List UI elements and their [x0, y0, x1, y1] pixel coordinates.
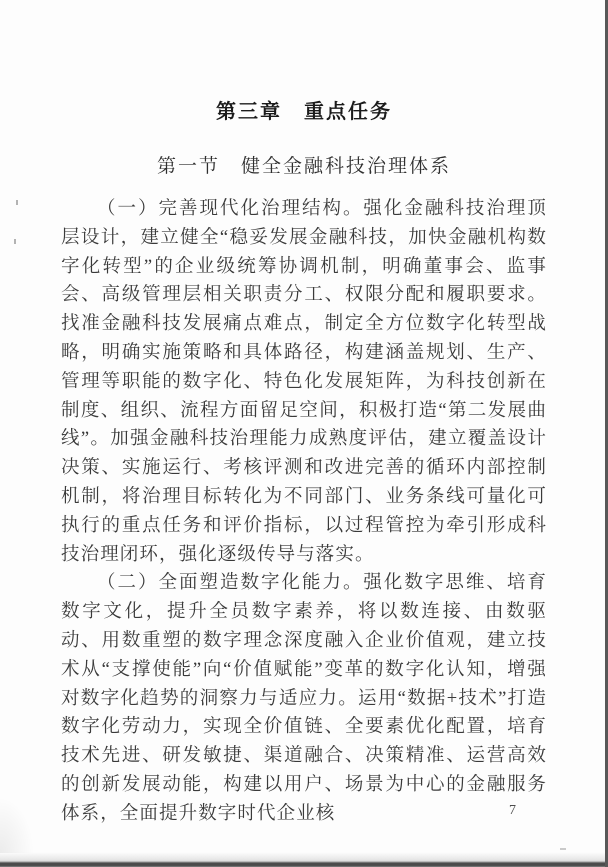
scan-corner-shadow	[0, 797, 34, 853]
scan-speck	[16, 200, 18, 205]
page-number: 7	[509, 803, 516, 818]
scan-bottom-edge	[0, 861, 608, 867]
scan-speck	[560, 848, 566, 850]
section-title: 第一节 健全金融科技治理体系	[156, 155, 451, 177]
scan-speck	[14, 239, 16, 244]
document-body	[61, 195, 547, 829]
paragraph-1: （一）完善现代化治理结构。强化金融科技治理顶层设计，建立健全“稳妥发展金融科技，加快金融机构数字化转型”的企业级统筹协调机制，明确董事会、监事会、高级管理层相关职责分工、权限分配和履职要求。找准金融科技发展痛点难点，制定全方位数字化转型战略，明确实施策略和具体路径，构建涵盖规划、生产、管理等职能的数字化、特色化发展矩阵，为科技创新在制度、组织、流程方面留足空间，积极打造“第二发展曲线”。加强金融科技治理能力成熟度评估，建立覆盖设计决策、实施运行、考核评测和改进完善的循环内部控制机制，将治理目标转化为不同部门、业务条线可量化可执行的重点任务和评价指标，以过程管控为牵引形成科技治理闭环，强化逐级传导与落实。	[61, 199, 547, 565]
scan-bottom-smudge	[0, 852, 608, 861]
chapter-title: 第三章 重点任务	[216, 99, 392, 124]
paragraph-2: （二）全面塑造数字化能力。强化数字思维、培育数字文化，提升全员数字素养，将以数连接、由数驱动、用数重塑的数字理念深度融入企业价值观，建立技术从“支撑使能”向“价值赋能”变革的数字化认知，增强对数字化趋势的洞察力与适应力。运用“数据+技术”打造数字化劳动力，实现全价值链、全要素优化配置，培育技术先进、研发敏捷、渠道融合、决策精准、运营高效的创新发展动能，构建以用户、场景为中心的金融服务体系，全面提升数字时代企业核	[61, 573, 547, 824]
